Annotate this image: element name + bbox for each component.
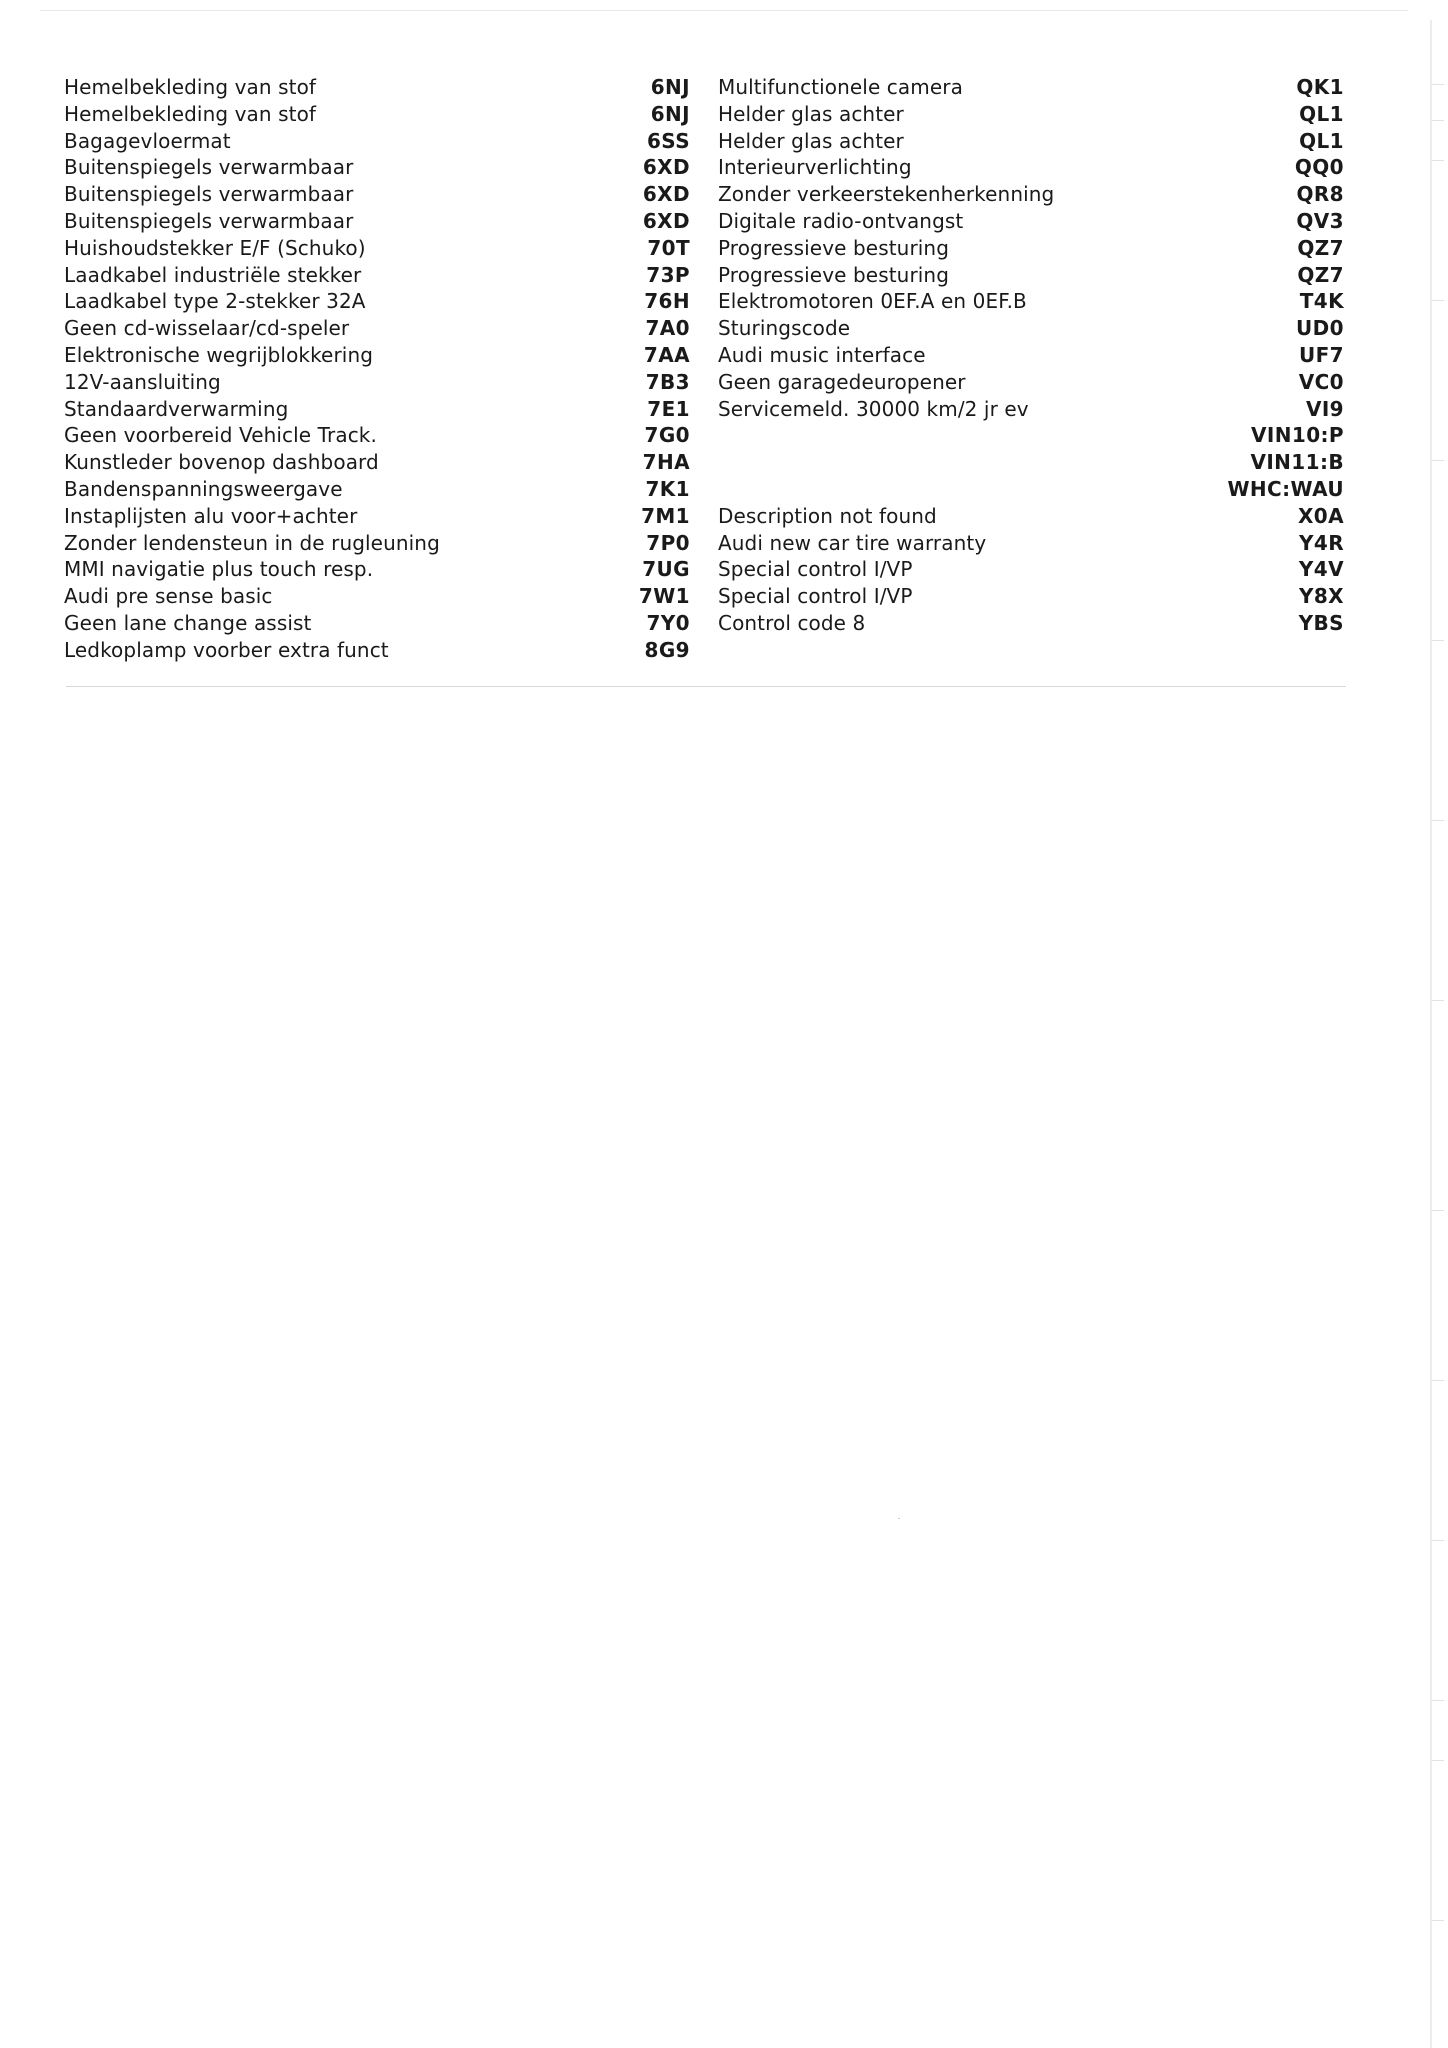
option-code: 6XD	[642, 182, 690, 207]
option-code: Y4R	[1299, 530, 1344, 555]
option-code: 7Y0	[646, 610, 690, 635]
option-row	[64, 449, 690, 476]
option-description: Geen voorbereid Vehicle Track.	[64, 423, 377, 448]
option-description: Instaplijsten alu voor+achter	[64, 503, 358, 528]
option-row	[718, 154, 1344, 181]
option-row	[718, 369, 1344, 396]
option-description: Interieurverlichting	[718, 155, 912, 180]
scan-edge-tick	[1432, 1920, 1444, 1921]
option-row	[718, 503, 1344, 530]
bottom-divider	[66, 686, 1346, 687]
option-row	[64, 235, 690, 262]
option-row	[64, 128, 690, 155]
option-code: X0A	[1297, 503, 1344, 528]
option-code: QR8	[1296, 182, 1344, 207]
option-row	[64, 154, 690, 181]
option-code: 6SS	[646, 128, 690, 153]
option-code: 7A0	[645, 316, 690, 341]
option-description: Standaardverwarming	[64, 396, 289, 421]
scan-edge-tick	[1432, 160, 1444, 161]
scan-edge-tick	[1432, 1700, 1444, 1701]
option-code: 6XD	[642, 208, 690, 233]
option-code: Y4V	[1298, 557, 1344, 582]
option-description: Special control I/VP	[718, 557, 913, 582]
option-row	[718, 476, 1344, 503]
option-code: 76H	[644, 289, 690, 314]
scan-edge-tick	[1432, 120, 1444, 121]
option-row	[718, 288, 1344, 315]
option-row	[64, 369, 690, 396]
option-row	[64, 556, 690, 583]
option-code: Y8X	[1298, 584, 1344, 609]
option-row	[64, 315, 690, 342]
option-code: 6NJ	[650, 101, 690, 126]
option-row	[64, 422, 690, 449]
option-code: UF7	[1298, 342, 1344, 367]
option-description: Progressieve besturing	[718, 235, 949, 260]
option-code: QZ7	[1297, 235, 1344, 260]
option-description: Elektronische wegrijblokkering	[64, 342, 374, 367]
option-code: 7E1	[647, 396, 690, 421]
option-description: Special control I/VP	[718, 584, 913, 609]
option-code: 6XD	[642, 155, 690, 180]
option-row	[64, 637, 690, 664]
option-row	[718, 610, 1344, 637]
option-code: QZ7	[1297, 262, 1344, 287]
option-description: Audi pre sense basic	[64, 584, 273, 609]
option-code: 70T	[647, 235, 690, 260]
option-code: VI9	[1305, 396, 1344, 421]
option-code: 7P0	[646, 530, 690, 555]
scan-edge-tick	[1432, 820, 1444, 821]
scan-edge-tick	[1432, 640, 1444, 641]
option-row	[64, 503, 690, 530]
option-description: Kunstleder bovenop dashboard	[64, 450, 379, 475]
option-description: Progressieve besturing	[718, 262, 949, 287]
option-description: Servicemeld. 30000 km/2 jr ev	[718, 396, 1029, 421]
option-description: Elektromotoren 0EF.A en 0EF.B	[718, 289, 1027, 314]
option-row	[718, 235, 1344, 262]
option-code: 7HA	[642, 450, 690, 475]
option-row	[64, 74, 690, 101]
option-row	[718, 556, 1344, 583]
option-code: VIN11:B	[1250, 450, 1344, 475]
option-code: 7G0	[644, 423, 690, 448]
option-description: MMI navigatie plus touch resp.	[64, 557, 374, 582]
option-row	[718, 396, 1344, 423]
option-description: Laadkabel industriële stekker	[64, 262, 362, 287]
option-code: QL1	[1299, 101, 1344, 126]
scan-edge-tick	[1432, 1210, 1444, 1211]
option-description: Helder glas achter	[718, 128, 904, 153]
option-row	[718, 530, 1344, 557]
option-code: UD0	[1296, 316, 1344, 341]
option-row	[64, 101, 690, 128]
option-code: 8G9	[644, 637, 690, 662]
option-code: 7AA	[643, 342, 690, 367]
option-description: Geen lane change assist	[64, 610, 312, 635]
option-row	[718, 128, 1344, 155]
option-row	[64, 583, 690, 610]
option-description: Digitale radio-ontvangst	[718, 208, 964, 233]
option-code: 7W1	[638, 584, 690, 609]
option-description: Zonder lendensteun in de rugleuning	[64, 530, 440, 555]
scan-edge-tick	[1432, 84, 1444, 85]
option-description: Audi music interface	[718, 342, 926, 367]
option-code: YBS	[1298, 610, 1344, 635]
option-description: Multifunctionele camera	[718, 75, 963, 99]
option-row	[64, 342, 690, 369]
options-list-left	[64, 74, 690, 664]
option-description: Hemelbekleding van stof	[64, 101, 317, 126]
option-code: VC0	[1298, 369, 1344, 394]
option-description: Bandenspanningsweergave	[64, 476, 343, 501]
option-row	[718, 101, 1344, 128]
option-row	[718, 74, 1344, 101]
option-row	[64, 288, 690, 315]
option-row	[718, 583, 1344, 610]
option-code: QK1	[1296, 75, 1344, 99]
scan-edge-tick	[1432, 1380, 1444, 1381]
option-code: QQ0	[1294, 155, 1344, 180]
option-description: Laadkabel type 2-stekker 32A	[64, 289, 366, 314]
option-row	[64, 396, 690, 423]
option-row	[64, 530, 690, 557]
scan-top-edge	[40, 10, 1408, 11]
option-description: Description not found	[718, 503, 937, 528]
option-code: VIN10:P	[1251, 423, 1344, 448]
option-description: Zonder verkeerstekenherkenning	[718, 182, 1055, 207]
option-description: Control code 8	[718, 610, 866, 635]
option-description: Audi new car tire warranty	[718, 530, 987, 555]
option-code: 6NJ	[650, 75, 690, 99]
option-row	[718, 342, 1344, 369]
option-description: Buitenspiegels verwarmbaar	[64, 182, 354, 207]
option-description: Buitenspiegels verwarmbaar	[64, 208, 354, 233]
option-row	[718, 315, 1344, 342]
option-code: QV3	[1296, 208, 1344, 233]
option-code: 7B3	[645, 369, 690, 394]
option-code: WHC:WAU	[1227, 476, 1344, 501]
option-code: 73P	[646, 262, 690, 287]
option-row	[718, 449, 1344, 476]
option-row	[64, 610, 690, 637]
option-row	[64, 181, 690, 208]
option-row	[718, 181, 1344, 208]
option-description: Hemelbekleding van stof	[64, 75, 317, 99]
option-description: Buitenspiegels verwarmbaar	[64, 155, 354, 180]
option-row	[64, 262, 690, 289]
option-row	[718, 262, 1344, 289]
options-list-right	[718, 74, 1344, 637]
option-code: T4K	[1299, 289, 1344, 314]
option-description: Sturingscode	[718, 316, 851, 341]
scan-edge-tick	[1432, 1540, 1444, 1541]
option-row	[64, 208, 690, 235]
option-code: 7K1	[645, 476, 690, 501]
option-code: QL1	[1299, 128, 1344, 153]
scan-edge-tick	[1432, 460, 1444, 461]
option-description: Bagagevloermat	[64, 128, 231, 153]
scan-edge-tick	[1432, 1760, 1444, 1761]
option-description: Huishoudstekker E/F (Schuko)	[64, 235, 366, 260]
scan-edge-tick	[1432, 1000, 1444, 1001]
option-description: Geen cd-wisselaar/cd-speler	[64, 316, 350, 341]
scan-right-edge	[1430, 20, 1432, 2048]
option-row	[718, 422, 1344, 449]
option-code: 7M1	[641, 503, 690, 528]
option-row	[64, 476, 690, 503]
scan-edge-tick	[1432, 300, 1444, 301]
option-description: Helder glas achter	[718, 101, 904, 126]
option-description: Geen garagedeuropener	[718, 369, 966, 394]
option-description: 12V-aansluiting	[64, 369, 221, 394]
option-row	[718, 208, 1344, 235]
option-description: Ledkoplamp voorber extra funct	[64, 637, 389, 662]
option-code: 7UG	[642, 557, 690, 582]
scan-speck	[898, 1518, 900, 1519]
